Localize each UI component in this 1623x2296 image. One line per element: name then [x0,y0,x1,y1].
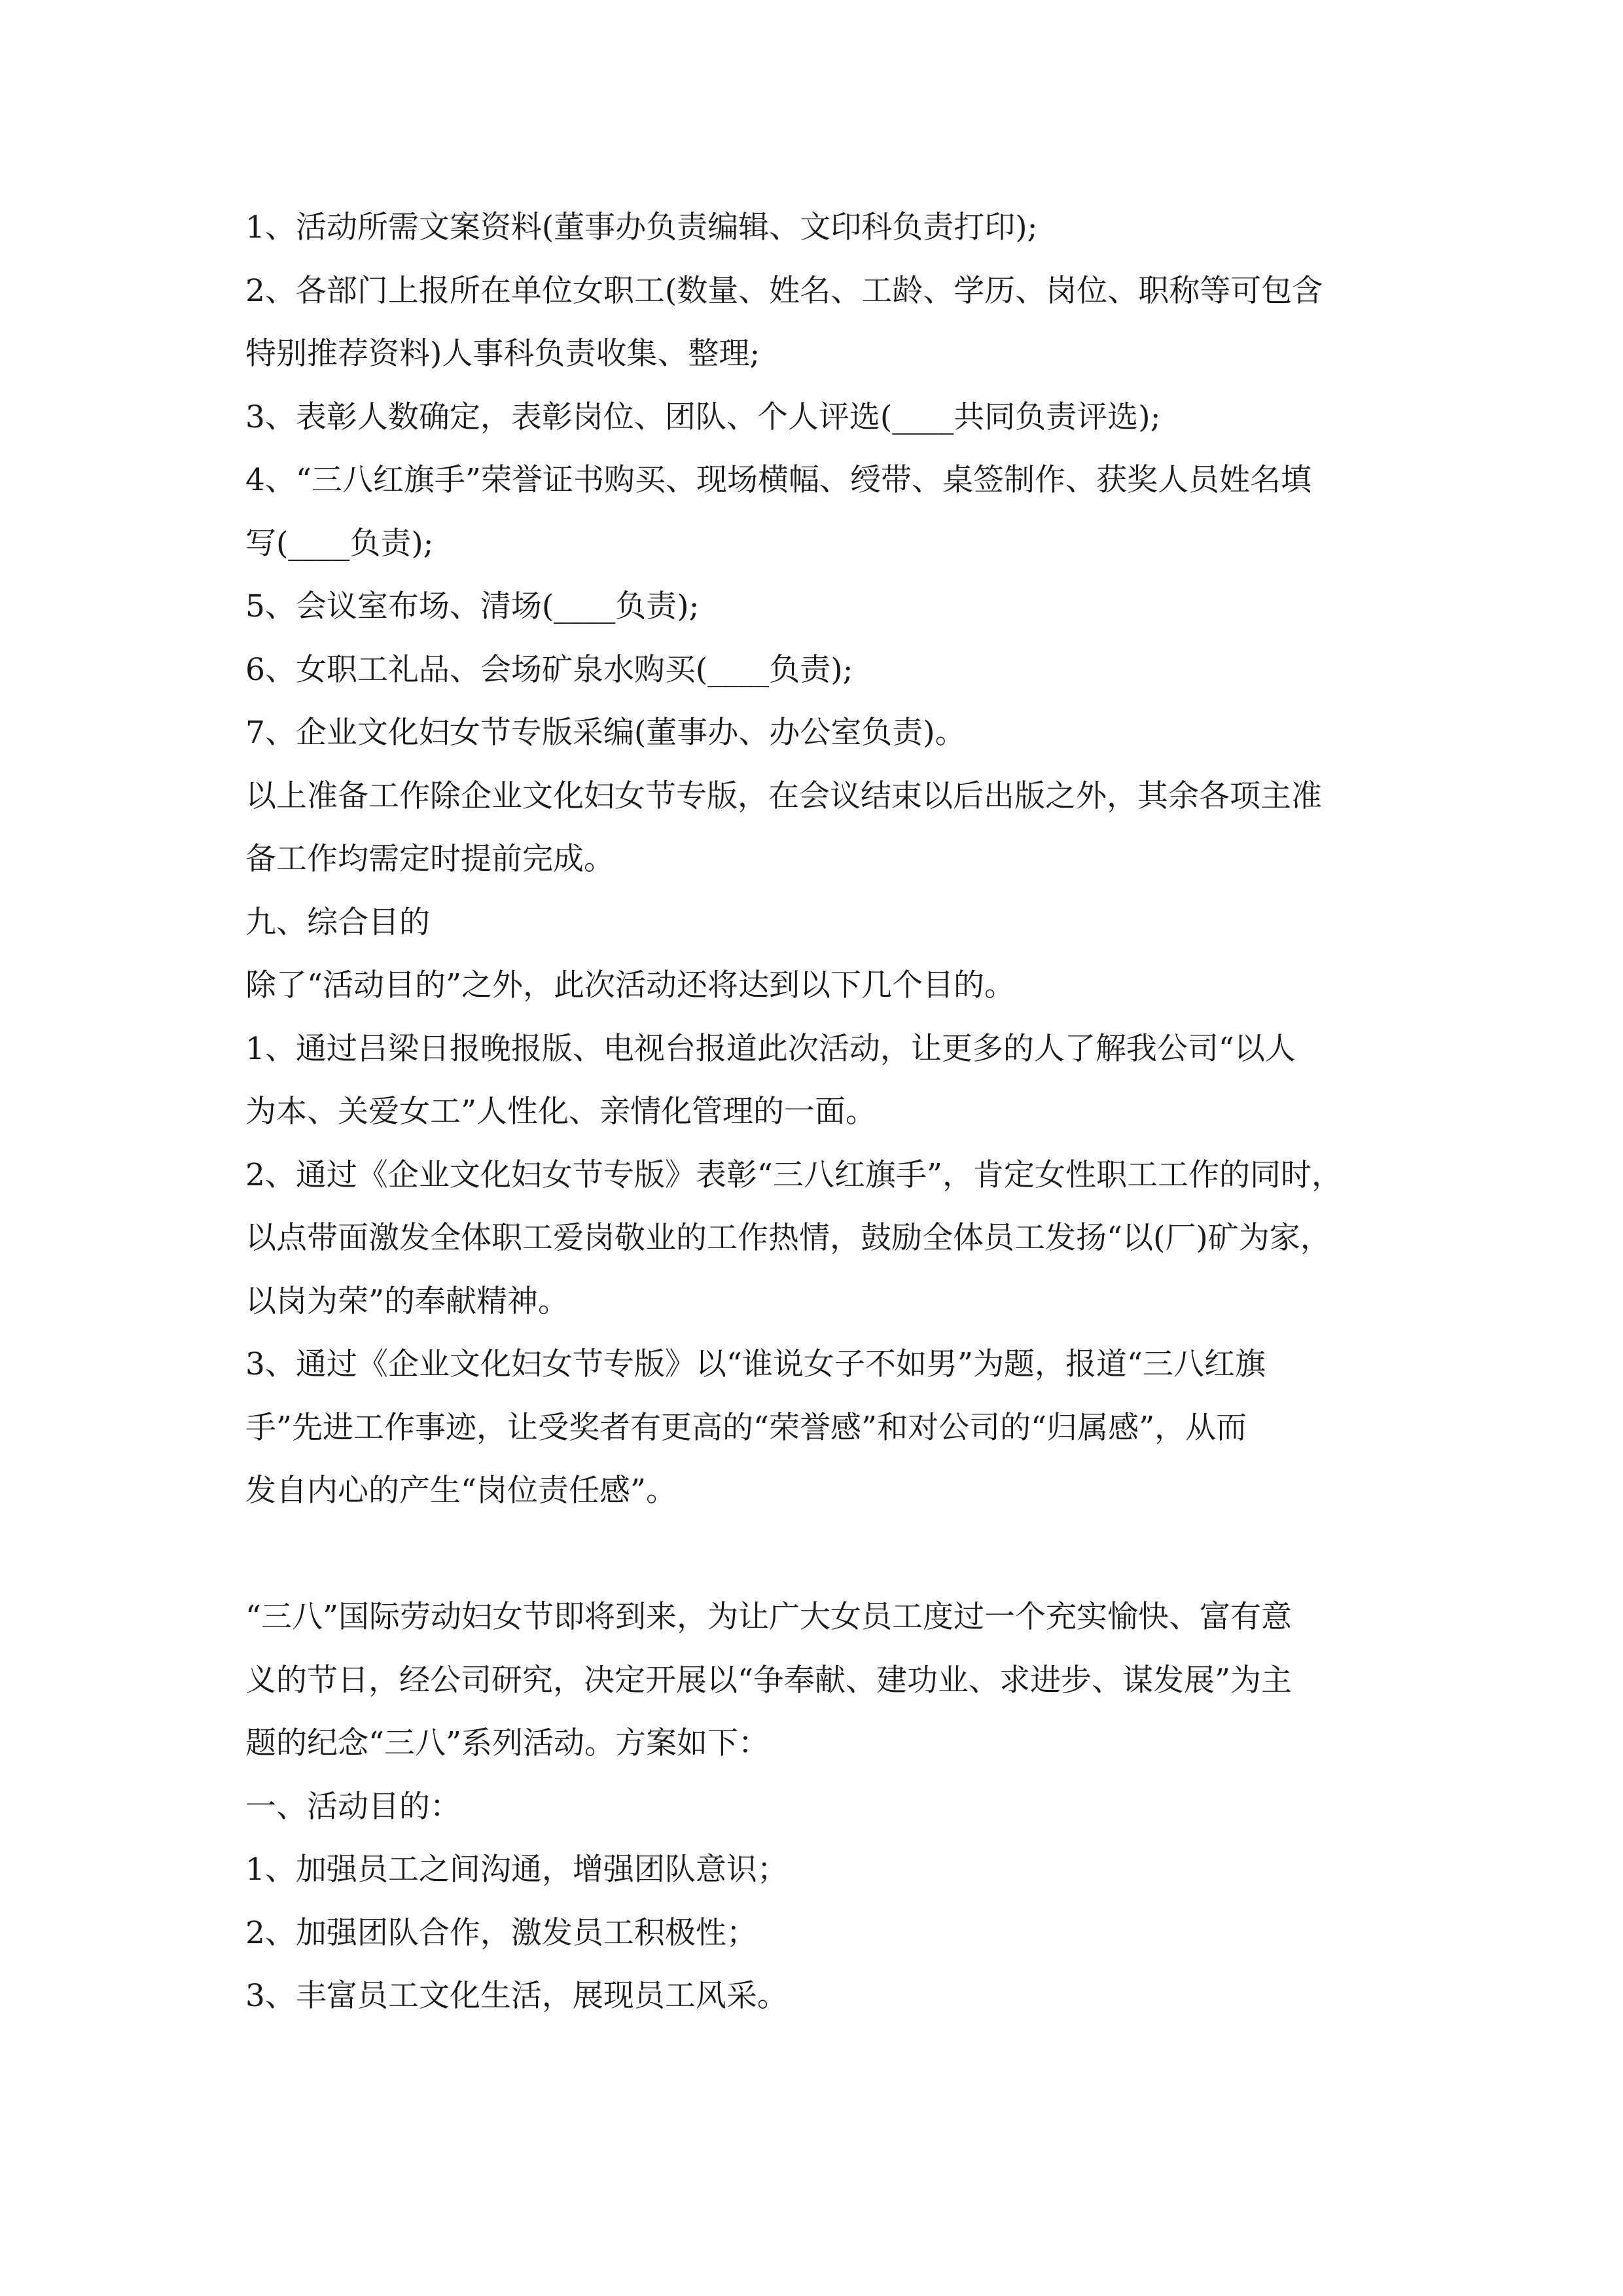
section-preparation-and-goals [245,196,1378,1523]
text-line: 3、表彰人数确定，表彰岗位、团队、个人评选(____共同负责评选); [245,399,1161,435]
text-line: 2、加强团队合作，激发员工积极性； [245,1914,757,1951]
text-line: 义的节日，经公司研究，决定开展以“争奉献、建功业、求进步、谋发展”为主 [245,1662,1293,1698]
text-line: “三八”国际劳动妇女节即将到来，为让广大女员工度过一个充实愉快、富有意 [245,1599,1293,1635]
section-heading: 九、综合目的 [245,904,430,941]
text-line: 以上准备工作除企业文化妇女节专版，在会议结束以后出版之外，其余各项主准 [245,778,1322,814]
text-line: 1、加强员工之间沟通，增强团队意识； [245,1852,788,1888]
text-line: 备工作均需定时提前完成。 [245,841,615,877]
section-womens-day-plan [245,1586,1378,2028]
text-line: 3、丰富员工文化生活，展现员工风采。 [245,1978,788,2014]
section-heading: 一、活动目的： [245,1788,461,1825]
text-line: 2、各部门上报所在单位女职工(数量、姓名、工龄、学历、岗位、职称等可包含 [245,272,1323,309]
text-line: 7、企业文化妇女节专版采编(董事办、办公室负责)。 [245,715,966,751]
text-line: 为本、关爱女工”人性化、亲情化管理的一面。 [245,1094,877,1130]
text-line: 以点带面激发全体职工爱岗敬业的工作热情，鼓励全体员工发扬“以(厂)矿为家， [245,1220,1331,1256]
text-line: 4、“三八红旗手”荣誉证书购买、现场横幅、绶带、桌签制作、获奖人员姓名填 [245,462,1311,498]
text-line: 写(____负责); [245,525,434,562]
text-line: 发自内心的产生“岗位责任感”。 [245,1473,677,1509]
text-line: 1、通过吕梁日报晚报版、电视台报道此次活动，让更多的人了解我公司“以人 [245,1030,1296,1067]
text-line: 题的纪念“三八”系列活动。方案如下： [245,1725,770,1761]
text-line: 2、通过《企业文化妇女节专版》表彰“三八红旗手”，肯定女性职工工作的同时， [245,1157,1342,1193]
text-line: 除了“活动目的”之外，此次活动还将达到以下几个目的。 [245,967,1016,1003]
text-line: 手”先进工作事迹，让受奖者有更高的“荣誉感”和对公司的“归属感”，从而 [245,1409,1247,1446]
text-line: 5、会议室布场、清场(____负责); [245,588,700,624]
text-line: 1、活动所需文案资料(董事办负责编辑、文印科负责打印); [245,209,1038,245]
document-body [245,196,1378,2028]
text-line: 特别推荐资料)人事科负责收集、整理; [245,336,760,372]
text-line: 6、女职工礼品、会场矿泉水购买(____负责); [245,651,853,688]
text-line: 3、通过《企业文化妇女节专版》以“谁说女子不如男”为题，报道“三八红旗 [245,1346,1266,1382]
text-line: 以岗为荣”的奉献精神。 [245,1283,569,1319]
paragraph-gap [245,1523,1378,1587]
